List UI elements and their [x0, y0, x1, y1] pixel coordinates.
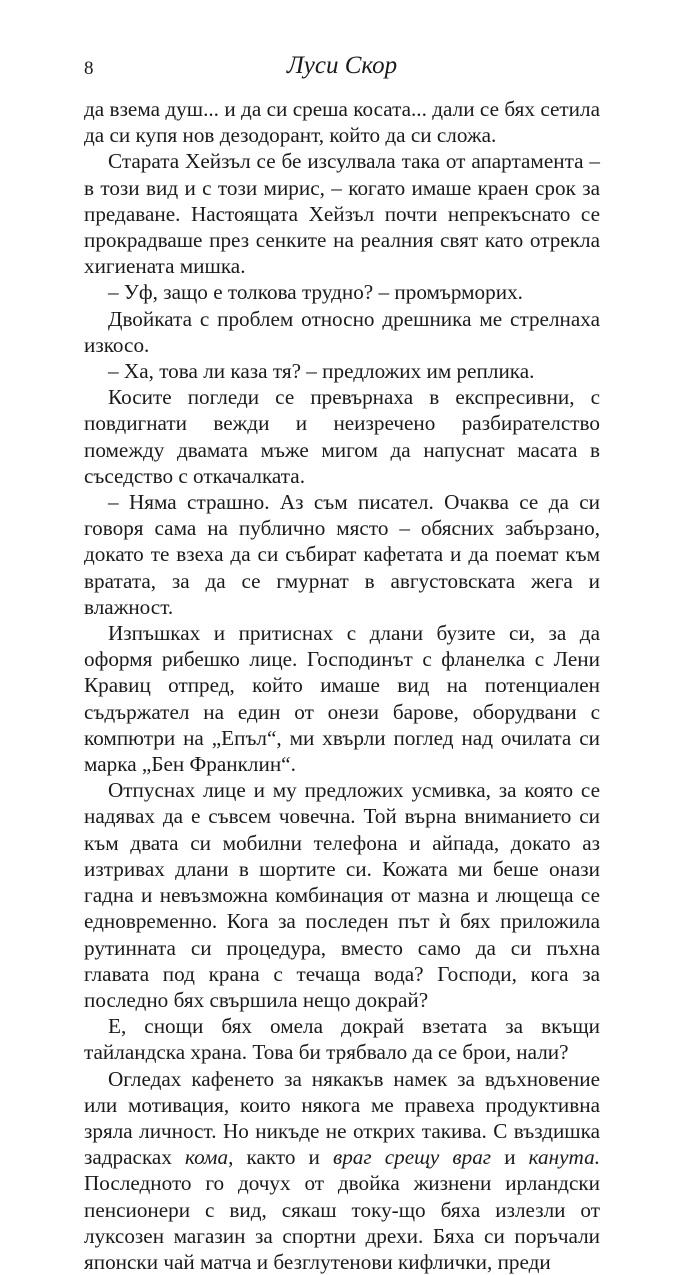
text-run: Огледах кафенето за някакъв намек за вдъхновение или мотивация, които някога ме правеха продуктивна зряла личност. Но никъде не открих такива. С въздишка задрасках	[84, 1066, 600, 1170]
italic-title: враг срещу враг	[333, 1145, 492, 1170]
text-run: Последното го дочух от двойка жизнени ирландски пенсионери с вид, сякаш току-що бяха излезли от луксозен магазин за спортни дрехи. Бяха си поръчали японски чай матча и безглутенови кифлички, преди	[84, 1171, 600, 1274]
paragraph: Изпъшках и притиснах с длани бузите си, за да оформя рибешко лице. Господинът с фланелка с Лени Кравиц отпред, който имаше вид на потенциален съдържател на един от онези барове, оборудвани с компютри на „Епъл“, ми хвърли поглед над очилата си марка „Бен Франклин“.	[84, 621, 600, 777]
body-text	[84, 96, 600, 1275]
paragraph: – Няма страшно. Аз съм писател. Очаква се да си говоря сама на публично място – обясних забързано, докато те взеха да си събират кафетата и да поемат към вратата, за да се гмурнат в августовската жега и влажност.	[84, 490, 600, 619]
paragraph-last	[84, 1066, 600, 1275]
text-run: и	[491, 1145, 529, 1170]
italic-title: кома	[185, 1145, 229, 1170]
text-run: , както и	[228, 1145, 334, 1170]
paragraph: – Ха, това ли каза тя? – предложих им реплика.	[108, 359, 535, 384]
paragraph: Е, снощи бях омела докрай взетата за вкъщи тайландска храна. Това би трябвало да се брои, нали?	[84, 1014, 600, 1065]
paragraph: Двойката с проблем относно дрешника ме стрелнаха изкосо.	[84, 306, 600, 357]
paragraph: да взема душ... и да си среша косата... дали се бях сетила да си купя нов дезодорант, който да си сложа.	[84, 97, 600, 148]
paragraph: Отпуснах лице и му предложих усмивка, за която се надявах да е съвсем човечна. Той върна вниманието си към двата си мобилни телефона и айпада, докато аз изтривах длани в шортите си. Кожата ми беше онази гадна и невъзможна комбинация от мазна и лющеща се едновременно. Кога за последен път ѝ бях приложила рутинната си процедура, вместо само да си пъхна главата под крана с течаща вода? Господи, кога за последно бях свършила нещо докрай?	[84, 778, 600, 1012]
page-header	[84, 52, 600, 88]
paragraph: – Уф, защо е толкова трудно? – промърморих.	[108, 280, 523, 305]
paragraph: Старата Хейзъл се бе изсулвала така от апартамента – в този вид и с този мирис, – когато имаше краен срок за предаване. Настоящата Хейзъл почти непрекъснато се прокрадваше през сенките на реалния свят като отрекла хигиената мишка.	[84, 149, 600, 279]
italic-title: канута.	[528, 1145, 600, 1170]
paragraph: Косите погледи се превърнаха в експресивни, с повдигнати вежди и неизречено разбирателство помежду двамата мъже мигом да напуснат масата в съседство с откачалката.	[84, 385, 600, 488]
running-title: Луси Скор	[286, 52, 398, 79]
page-number: 8	[84, 58, 94, 79]
